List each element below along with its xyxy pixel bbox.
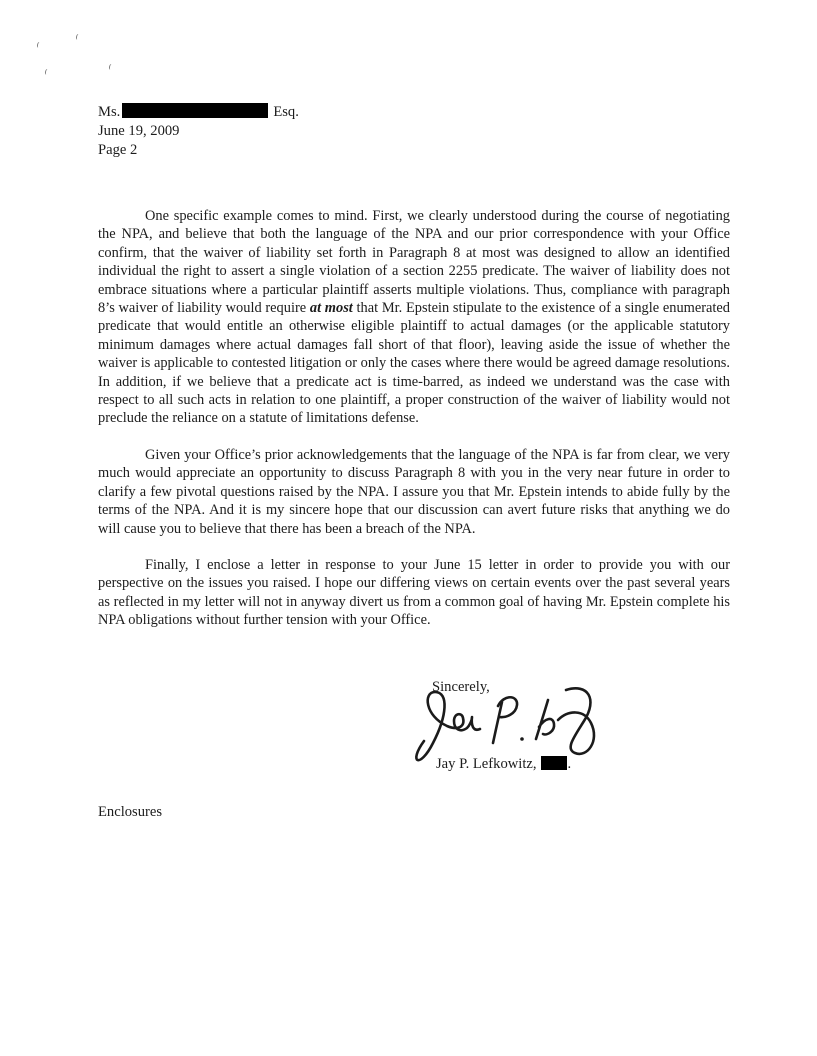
scan-artifact [44,69,49,76]
body-paragraph-2: Given your Office’s prior acknowledgements that the language of the NPA is far from clear, we very much would appreciate an opportunity to discuss Paragraph 8 with you in the very near future in order to clarify a few pivotal questions raised by the NPA. I assure you that Mr. Epstein intends to abide fully by the terms of the NPA. And it is my sincere hope that our discussion can avert future risks that anything we do will cause you to believe that there has been a breach of the NPA. [98,446,730,537]
paragraph1-text-pre: One specific example comes to mind. First, we clearly understood during the course of negotiating the NPA, and believe that both the language of the NPA and our prior correspondence with your Office confirm, that the waiver of liability set forth in Paragraph 8 at most was designed to allow an identified individual the right to assert a single violation of a section 2255 predicate. The waiver of liability does not embrace situations where a particular plaintiff asserts multiple violations. Thus, compliance with paragraph 8’s waiver of liability would require [98,208,730,317]
date-line: June 19, 2009 [98,123,180,139]
emphasis-at-most: at most [309,300,353,317]
valediction: Sincerely, [432,678,490,695]
body-paragraph-1 [98,207,730,428]
scan-artifact [75,34,80,41]
signer-suffix-period: . [567,755,572,772]
letter-content [98,103,730,821]
scan-artifact [108,64,113,71]
recipient-prefix: Ms. [98,104,121,120]
recipient-suffix: Esq. [273,104,299,120]
scan-artifact [36,42,41,49]
letter-header [98,103,730,160]
enclosures-note: Enclosures [98,803,163,820]
paragraph1-text-post: that Mr. Epstein stipulate to the existence of a single enumerated predicate that would entitle an otherwise eligible plaintiff to actual damages (or the applicable statutory minimum damages where actual damages fall short of that floor), leaving aside the issue of whether the waiver is applicable to contested litigation or only the cases where there would be agreed damage resolutions. In addition, if we believe that a predicate act is time-barred, as indeed we understand was the case with respect to all such acts in relation to one plaintiff, a proper construction of the waiver of liability would not preclude the reliance on a statute of limitations defense. [98,300,730,427]
letter-body [98,207,730,630]
signer-name-line [436,755,730,774]
closing-block [430,678,730,774]
redacted-signer-suffix [541,756,567,770]
page-number-line: Page 2 [98,142,138,158]
body-paragraph-3: Finally, I enclose a letter in response to your June 15 letter in order to provide you with our perspective on the issues you raised. I hope our differing views on certain events over the past several years as reflected in my letter will not in anyway divert us from a common goal of having Mr. Epstein complete his NPA obligations without further tension with your Office. [98,556,730,629]
redacted-recipient-name [122,103,268,118]
signer-name: Jay P. Lefkowitz, [436,755,537,772]
recipient-line [98,103,730,122]
